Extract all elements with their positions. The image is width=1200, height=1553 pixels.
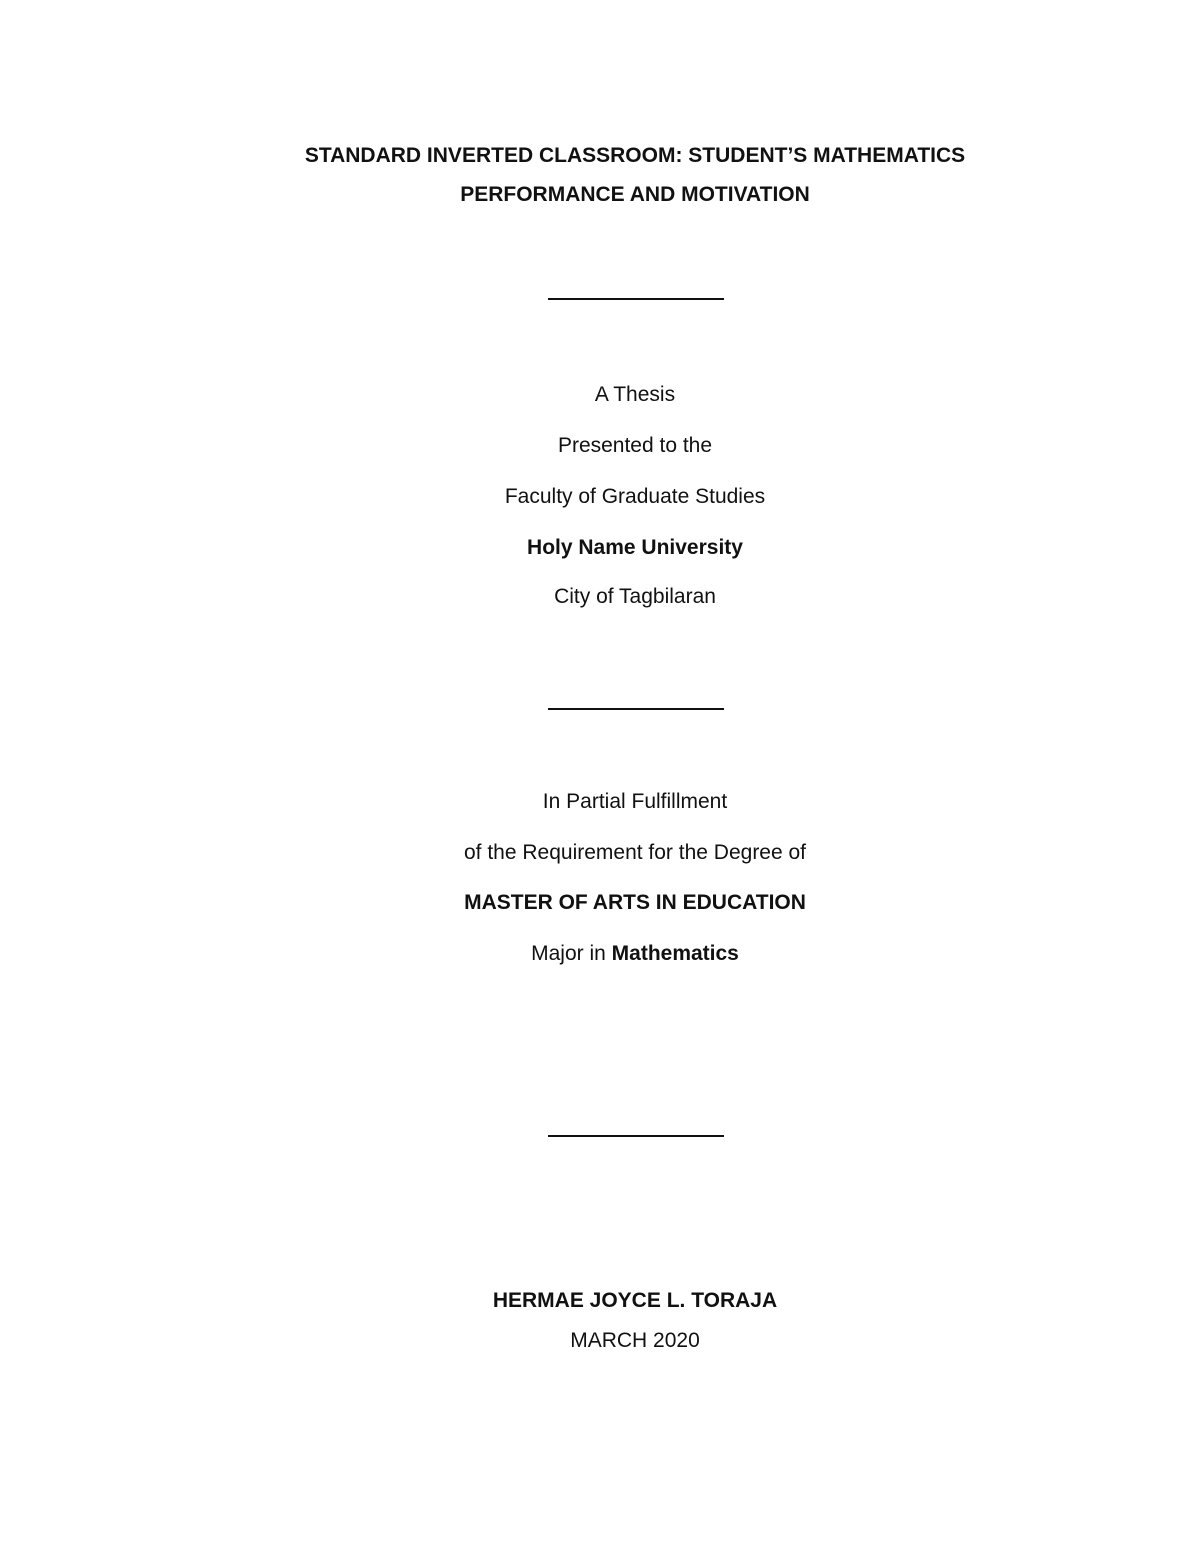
city-text: City of Tagbilaran [554,585,716,608]
divider-rule-1 [548,298,724,300]
faculty-text: Faculty of Graduate Studies [504,485,766,508]
major-line [0,941,1200,967]
major-prefix: Major in [531,942,612,965]
thesis-title-line-1: STANDARD INVERTED CLASSROOM: STUDENT’S MATHEMATICS [304,144,966,167]
degree-name: MASTER OF ARTS IN EDUCATION [464,891,806,914]
partial-fulfillment-text: In Partial Fulfillment [542,790,728,813]
divider-rule-3 [548,1135,724,1137]
submission-date: MARCH 2020 [570,1329,700,1352]
university-name: Holy Name University [527,536,743,559]
divider-rule-2 [548,708,724,710]
author-name: HERMAE JOYCE L. TORAJA [492,1289,778,1312]
presented-to-text: Presented to the [557,434,713,457]
requirement-text: of the Requirement for the Degree of [463,841,807,864]
thesis-title-line-2: PERFORMANCE AND MOTIVATION [460,183,810,206]
thesis-label: A Thesis [594,383,676,406]
major-subject: Mathematics [611,942,739,965]
